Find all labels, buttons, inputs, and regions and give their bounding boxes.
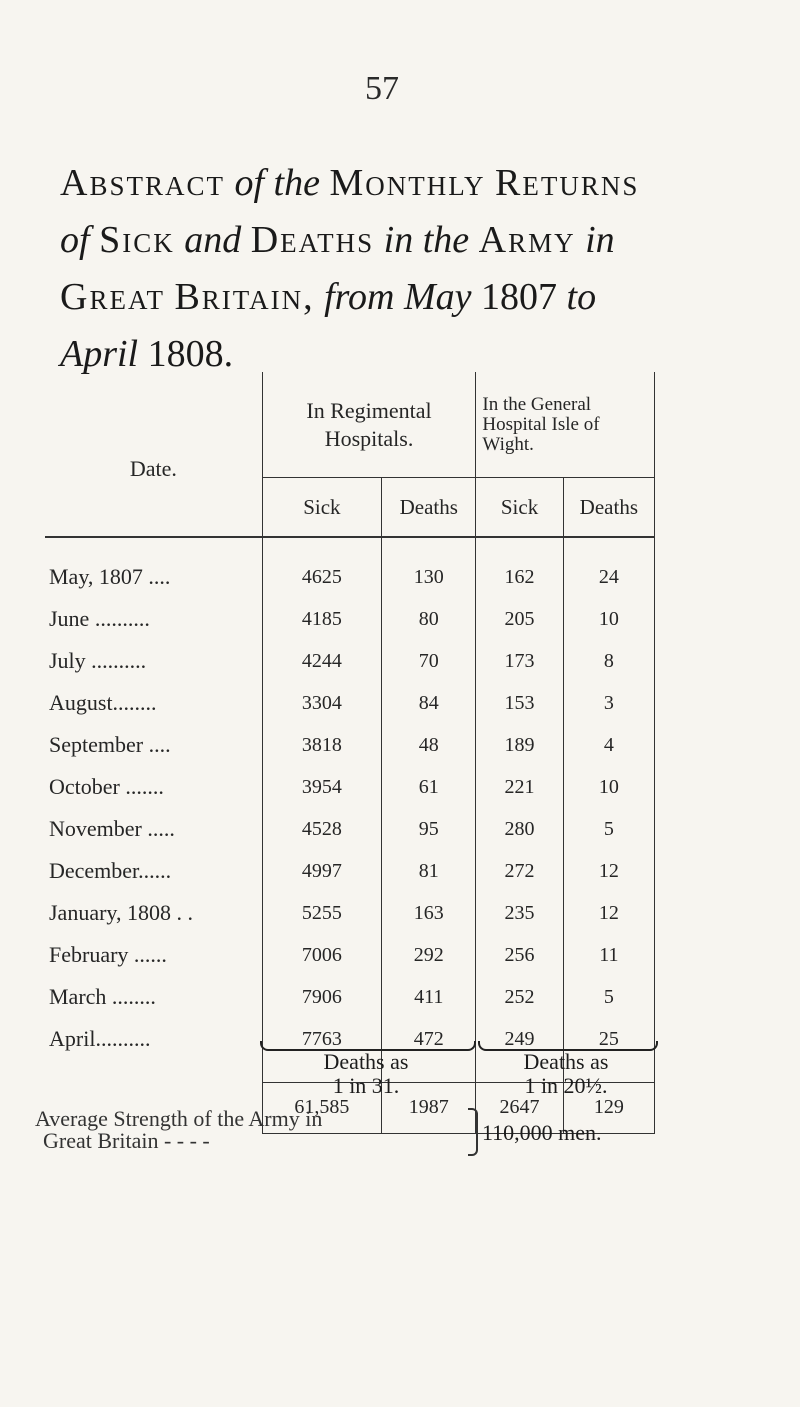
date-header: Date. <box>45 372 262 536</box>
gen-deaths-cell: 5 <box>563 976 654 1018</box>
reg-deaths-cell: 84 <box>382 682 476 724</box>
general-ratio <box>478 1050 654 1098</box>
reg-deaths-cell: 472 <box>382 1018 476 1060</box>
title-britain: Britain, <box>174 276 315 318</box>
title-great: Great <box>60 276 165 318</box>
gen-sick-cell: 280 <box>476 808 563 850</box>
reg-sick-cell: 3304 <box>262 682 381 724</box>
average-strength-label <box>35 1108 322 1152</box>
gen-deaths-total: 129 <box>563 1082 654 1133</box>
gen-sick-header: Sick <box>476 478 563 537</box>
gen-sick-cell: 256 <box>476 934 563 976</box>
page-title <box>60 155 760 383</box>
gen-deaths-cell: 12 <box>563 892 654 934</box>
reg-deaths-cell: 61 <box>382 766 476 808</box>
row-date: June .......... <box>45 598 262 640</box>
reg-deaths-cell: 163 <box>382 892 476 934</box>
row-date: September .... <box>45 724 262 766</box>
title-to: to <box>566 276 597 318</box>
table-row <box>45 682 655 724</box>
gen-sick-total: 2647 <box>476 1082 563 1133</box>
reg-deaths-cell: 70 <box>382 640 476 682</box>
title-april: April <box>60 333 139 375</box>
reg-deaths-cell: 411 <box>382 976 476 1018</box>
reg-sick-cell: 4185 <box>262 598 381 640</box>
table-row <box>45 640 655 682</box>
average-strength-value: 110,000 men. <box>482 1120 602 1145</box>
title-year-2: 1808. <box>147 333 234 375</box>
general-header: In the General Hospital Isle of Wight. <box>476 372 655 478</box>
row-date: August........ <box>45 682 262 724</box>
reg-deaths-cell: 80 <box>382 598 476 640</box>
general-ratio-line-1: Deaths as <box>523 1049 609 1074</box>
returns-table <box>45 372 655 1134</box>
reg-deaths-cell: 81 <box>382 850 476 892</box>
title-of-2: of <box>60 219 90 261</box>
table-row <box>45 724 655 766</box>
gen-sick-cell: 153 <box>476 682 563 724</box>
regimental-ratio <box>260 1050 472 1098</box>
title-abstract: Abstract <box>60 162 225 204</box>
regimental-ratio-line-1: Deaths as <box>323 1049 409 1074</box>
table-row <box>45 766 655 808</box>
title-may: May <box>404 276 472 318</box>
gen-deaths-cell: 4 <box>563 724 654 766</box>
table-row <box>45 808 655 850</box>
reg-sick-cell: 4244 <box>262 640 381 682</box>
row-date: October ....... <box>45 766 262 808</box>
table-row <box>45 934 655 976</box>
table-row <box>45 892 655 934</box>
table-row <box>45 598 655 640</box>
gen-sick-cell: 173 <box>476 640 563 682</box>
table-row <box>45 850 655 892</box>
page-number: 57 <box>365 70 399 107</box>
title-of: of <box>234 162 265 204</box>
reg-deaths-header: Deaths <box>382 478 476 537</box>
gen-deaths-cell: 11 <box>563 934 654 976</box>
row-date: January, 1808 . . <box>45 892 262 934</box>
title-the-2: the <box>422 219 470 261</box>
reg-sick-cell: 4997 <box>262 850 381 892</box>
average-label-line-1: Average Strength of the Army in <box>35 1106 323 1131</box>
gen-deaths-cell: 25 <box>563 1018 654 1060</box>
gen-sick-cell: 272 <box>476 850 563 892</box>
reg-sick-cell: 7763 <box>262 1018 381 1060</box>
gen-sick-cell: 252 <box>476 976 563 1018</box>
general-ratio-line-2: 1 in 20½. <box>524 1073 608 1098</box>
reg-sick-cell: 3818 <box>262 724 381 766</box>
gen-deaths-cell: 5 <box>563 808 654 850</box>
gen-sick-cell: 162 <box>476 556 563 598</box>
title-in-2: in <box>585 219 615 261</box>
reg-deaths-total: 1987 <box>382 1082 476 1133</box>
title-and: and <box>184 219 242 261</box>
reg-sick-cell: 7906 <box>262 976 381 1018</box>
title-deaths: Deaths <box>250 219 375 261</box>
gen-sick-cell: 205 <box>476 598 563 640</box>
reg-sick-cell: 4528 <box>262 808 381 850</box>
reg-sick-cell: 4625 <box>262 556 381 598</box>
title-in: in <box>383 219 414 261</box>
row-date: March ........ <box>45 976 262 1018</box>
row-date: July .......... <box>45 640 262 682</box>
reg-deaths-cell: 95 <box>382 808 476 850</box>
reg-deaths-cell: 292 <box>382 934 476 976</box>
gen-sick-cell: 249 <box>476 1018 563 1060</box>
reg-deaths-cell: 130 <box>382 556 476 598</box>
row-date: May, 1807 .... <box>45 556 262 598</box>
title-army: Army <box>478 219 576 261</box>
gen-deaths-cell: 24 <box>563 556 654 598</box>
gen-deaths-cell: 10 <box>563 766 654 808</box>
title-sick: Sick <box>99 219 175 261</box>
row-date: November ..... <box>45 808 262 850</box>
gen-sick-cell: 221 <box>476 766 563 808</box>
title-year-1: 1807 <box>481 276 558 318</box>
title-monthly: Monthly <box>329 162 486 204</box>
reg-sick-cell: 7006 <box>262 934 381 976</box>
gen-sick-cell: 235 <box>476 892 563 934</box>
reg-sick-cell: 3954 <box>262 766 381 808</box>
row-date: February ...... <box>45 934 262 976</box>
table-row <box>45 556 655 598</box>
row-date: December...... <box>45 850 262 892</box>
table-row <box>45 976 655 1018</box>
title-returns: Returns <box>495 162 640 204</box>
gen-deaths-cell: 8 <box>563 640 654 682</box>
row-date: April.......... <box>45 1018 262 1060</box>
reg-sick-header: Sick <box>262 478 381 537</box>
title-the: the <box>273 162 320 204</box>
average-brace <box>468 1108 478 1156</box>
gen-deaths-cell: 12 <box>563 850 654 892</box>
average-label-line-2: Great Britain - - - - <box>43 1128 210 1153</box>
gen-deaths-header: Deaths <box>563 478 654 537</box>
reg-deaths-cell: 48 <box>382 724 476 766</box>
reg-sick-cell: 5255 <box>262 892 381 934</box>
regimental-header: In Regimental Hospitals. <box>262 372 476 478</box>
gen-deaths-cell: 3 <box>563 682 654 724</box>
gen-deaths-cell: 10 <box>563 598 654 640</box>
reg-sick-total: 61,585 <box>262 1082 381 1133</box>
gen-sick-cell: 189 <box>476 724 563 766</box>
regimental-ratio-line-2: 1 in 31. <box>332 1073 400 1098</box>
title-from: from <box>324 276 395 318</box>
